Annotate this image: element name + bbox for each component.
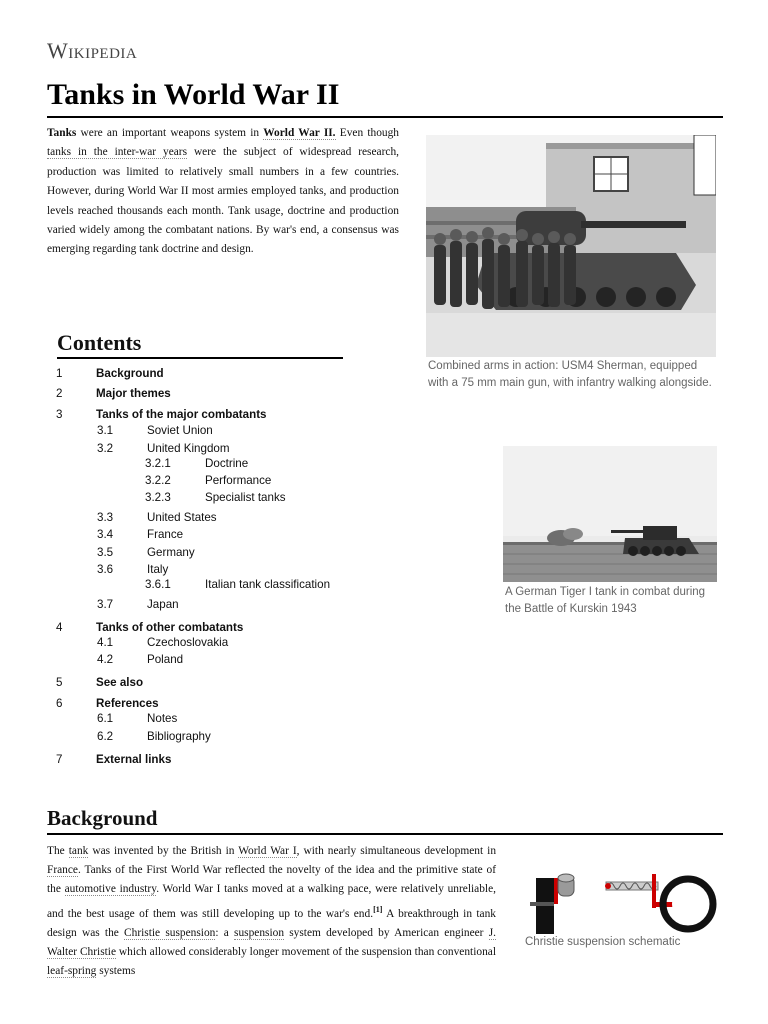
toc-item-number: 4 [56,621,63,634]
toc-item-label[interactable]: See also [96,676,144,689]
toc-item-label[interactable]: Japan [147,598,179,611]
page-title: Tanks in World War II [47,78,340,111]
toc-item-label[interactable]: Major themes [96,387,171,400]
wikipedia-wordmark[interactable]: Wikipedia [47,38,138,63]
toc-item-label[interactable]: Tanks of other combatants [96,621,244,634]
intro-text: were an important weapons system in [76,127,264,139]
toc-item-label[interactable]: Italy [147,563,169,576]
intro-paragraph [47,124,399,260]
toc-item-number: 1 [56,367,63,380]
link-world-war-i[interactable]: World War I [238,845,297,857]
toc-item-label[interactable]: France [147,528,184,541]
link-world-war-ii[interactable]: World War II. [263,127,336,139]
toc-item-number: 3.6 [97,563,114,576]
link-france[interactable]: France [47,864,78,877]
toc-item-label[interactable]: Tanks of the major combatants [96,408,267,421]
intro-text: Even though [335,127,399,139]
bg-text: was invented by the British in [88,845,239,857]
link-leaf-spring[interactable]: leaf-spring [47,965,97,978]
toc-item-label[interactable]: Doctrine [205,457,249,470]
sherman-photo[interactable] [426,135,716,357]
toc-item-label[interactable]: Italian tank classification [205,578,331,591]
bg-text: . World War I tanks moved at a walking pace, were relatively unreliable, and the best usage of them was still developing up to the war's end. [47,883,497,920]
toc-item-number: 6 [56,697,63,710]
link-automotive-industry[interactable]: automotive industry [64,883,157,896]
toc-item-label[interactable]: Specialist tanks [205,491,286,504]
toc-item-number: 5 [56,676,63,689]
toc-item-label[interactable]: External links [96,753,172,766]
toc-item-number: 6.1 [97,712,114,725]
link-j-walter-christie[interactable]: J. Walter Christie [47,926,496,958]
toc-item-label[interactable]: Performance [205,474,272,487]
toc-item-number: 3.6.1 [145,578,171,591]
christie-caption: Christie suspension schematic [525,936,681,948]
toc-item-number: 3.2.1 [145,457,171,470]
toc-item-label[interactable]: Czechoslovakia [147,636,229,649]
toc-item-number: 3.2 [97,442,114,455]
reference-1[interactable]: [1] [373,904,383,914]
intro-text: were the subject of widespread research, production was limited to relatively small numbers in a few countries. However, during World War II most armies employed tanks, and production levels reached thousands each month. Tank usage, doctrine and production varied widely among the combatant nations. By war's end, a consensus was emerging regarding tank doctrine and design. [47,146,399,256]
bg-text: A breakthrough in tank design was the [47,907,497,939]
toc-item-number: 3.3 [97,511,114,524]
toc-item-label[interactable]: United Kingdom [147,442,230,455]
toc-item-number: 3.7 [97,598,114,611]
toc-item-number: 6.2 [97,730,114,743]
bg-text: which allowed considerably longer movement of the suspension than conventional [116,945,496,958]
bg-text: . Tanks of the First World War reflected the novelty of the idea and the primitive state of the [47,864,496,896]
toc-item-number: 3 [56,408,63,421]
toc-item-number: 3.5 [97,546,114,559]
bg-text: systems [96,965,136,978]
background-heading: Background [47,806,158,830]
link-interwar-tanks[interactable]: tanks in the inter-war years [47,146,188,159]
sherman-caption: Combined arms in action: USM4 Sherman, equipped with a 75 mm main gun, with infantry walking alongside. [428,360,712,389]
toc-item-number: 4.2 [97,653,114,666]
toc-item-label[interactable]: Background [96,367,164,380]
title-rule [47,116,723,118]
bg-text: : a [215,926,235,939]
link-suspension[interactable]: suspension [234,926,285,939]
christie-schematic-image[interactable] [530,868,720,934]
toc-item-number: 3.4 [97,528,114,541]
link-tank[interactable]: tank [68,845,89,857]
toc-item-number: 7 [56,753,63,766]
toc-rule [57,357,343,359]
intro-bold-term: Tanks [47,127,77,139]
bg-text: system developed by American engineer [284,926,489,939]
toc-item-number: 3.2.2 [145,474,171,487]
toc-item-number: 3.2.3 [145,491,171,504]
background-rule [47,833,723,835]
toc-item-label[interactable]: Soviet Union [147,424,213,437]
toc-item-label[interactable]: United States [147,511,217,524]
toc-item-label[interactable]: Germany [147,546,195,559]
toc-item-label[interactable]: Bibliography [147,730,211,743]
background-paragraph [47,842,496,981]
tiger-caption: A German Tiger I tank in combat during the Battle of Kurskin 1943 [505,586,706,615]
toc-item-number: 4.1 [97,636,114,649]
link-christie-suspension[interactable]: Christie suspension [124,926,216,939]
toc-item-label[interactable]: Notes [147,712,178,725]
toc-item-label[interactable]: References [96,697,159,710]
tiger-photo[interactable] [503,446,717,582]
toc-title: Contents [57,330,142,355]
toc-item-label[interactable]: Poland [147,653,184,666]
bg-text: The [47,845,69,857]
toc-item-number: 2 [56,387,63,400]
toc-item-number: 3.1 [97,424,114,437]
bg-text: , with nearly simultaneous development in [296,845,497,857]
